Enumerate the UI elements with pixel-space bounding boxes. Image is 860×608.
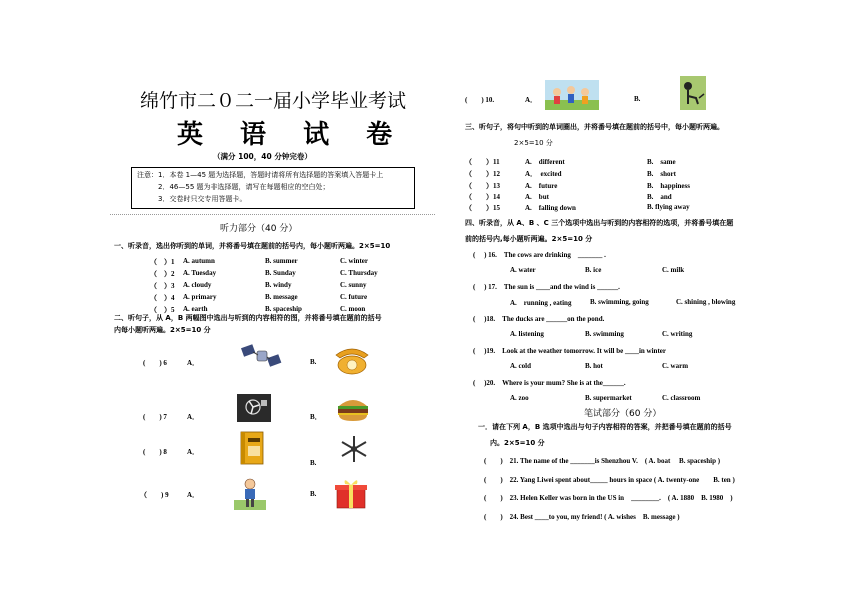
item-number: （ ）5: [150, 306, 175, 314]
question-text: ( )20. Where is your mum? She is at the______.: [473, 379, 626, 387]
listening-header: 听力部分（40 分）: [220, 224, 298, 234]
item-number: （ ）4: [150, 294, 175, 302]
option-a: A. falling down: [525, 204, 576, 212]
option-a: A. earth: [183, 305, 208, 313]
option-a: A. autumn: [183, 257, 215, 265]
option-b: B. supermarket: [585, 394, 632, 402]
option-b: B. short: [647, 170, 676, 178]
section2-heading-1: 二、听句子，从 A，B 两幅图中选出与听到的内容相符的图，并将番号填在题前的括号: [114, 314, 382, 322]
question-number: ( ) 8: [143, 448, 167, 456]
list-item: [150, 293, 175, 303]
option-a-label: A．: [525, 96, 538, 104]
section3-score: 2×5=10 分: [514, 139, 553, 147]
telephone-icon: [332, 343, 372, 375]
question-text: ( ) 17. The sun is ____and the wind is ______.: [473, 283, 620, 291]
section2-heading-2: 内每小题听两遍。2×5=10 分: [114, 326, 211, 334]
option-b: B. and: [647, 193, 672, 201]
option-c: C. shining , blowing: [676, 298, 736, 306]
question-text: ( ) 23. Helen Keller was born in the US in ________. ( A. 1880 B. 1980 ): [484, 494, 733, 502]
question-text: ( ) 16. The cows are drinking _______ .: [473, 251, 606, 259]
question-number: ( ) 10.: [465, 96, 495, 104]
notice-line-3: 3．交卷时只交专用答题卡。: [158, 195, 247, 203]
option-c: C. classroom: [662, 394, 701, 402]
list-item: （ ）11: [465, 158, 500, 166]
option-a: A. Tuesday: [183, 269, 217, 277]
option-b-label: B.: [310, 490, 317, 498]
option-c: C. milk: [662, 266, 685, 274]
question-text: ( ) 22. Yang Liwei spent about_____ hours in space ( A. twenty-one B. ten ): [484, 476, 735, 484]
book-icon: [238, 430, 266, 468]
hamburger-icon: [334, 394, 372, 424]
option-a-label: A．: [187, 413, 200, 421]
divider: [110, 214, 435, 215]
question-text: ( )18. The ducks are ______on the pond.: [473, 315, 605, 323]
question-number: （ ) 9: [140, 491, 169, 499]
exam-subtitle: 英 语 试 卷: [177, 120, 407, 150]
fan-icon: [237, 394, 271, 422]
question-text: ( ) 24. Best ____to you, my friend! ( A. wishes B. message ): [484, 513, 680, 521]
option-c: C. future: [340, 293, 368, 301]
option-b: B. message: [265, 293, 298, 301]
notice-line-1: 注意：1．本卷 1—45 题为选择题，答题时请将所有选择题的答案填入答题卡上: [137, 171, 384, 179]
option-b: B. Sunday: [265, 269, 296, 277]
option-a: A. but: [525, 193, 549, 201]
list-item: （ ）12: [465, 170, 500, 178]
option-c: C. sunny: [340, 281, 367, 289]
option-c: C. moon: [340, 305, 366, 313]
option-b: B. windy: [265, 281, 292, 289]
option-c: C. winter: [340, 257, 368, 265]
option-b: B. swimming: [585, 330, 624, 338]
option-b-label: B.: [310, 459, 317, 467]
option-a: A. primary: [183, 293, 217, 301]
list-item: （ ）15: [465, 204, 500, 212]
section3-heading: 三、听句子，将句中听到的单词圈出，并将番号填在题前的括号中，每小题听两遍。: [465, 123, 724, 131]
option-a: A． excited: [525, 170, 562, 178]
list-item: [150, 281, 175, 291]
option-a-label: A．: [187, 491, 200, 499]
snowflake-icon: [338, 434, 370, 464]
list-item: （ ）13: [465, 182, 500, 190]
option-c: C. warm: [662, 362, 689, 370]
question-text: ( )19. Look at the weather tomorrow. It will be ____in winter: [473, 347, 666, 355]
question-number: ( ) 7: [143, 413, 167, 421]
option-b-label: B.: [310, 358, 317, 366]
option-b: B. ice: [585, 266, 602, 274]
satellite-icon: [240, 342, 282, 370]
option-a-label: A．: [187, 359, 200, 367]
option-b: B. summer: [265, 257, 298, 265]
option-b-label: B．: [310, 413, 322, 421]
option-b: B. flying away: [647, 203, 690, 211]
music-icon: [680, 76, 706, 110]
score-note: （满分 100，40 分钟完卷）: [213, 152, 312, 161]
section1-heading: 一、听录音，选出你听到的单词，并将番号填在题前的括号内，每小题听两遍。2×5=10: [114, 242, 391, 250]
option-b: B. spaceship: [265, 305, 302, 313]
question-number: ( ) 6: [143, 359, 167, 367]
option-a: A. cold: [510, 362, 531, 370]
list-item: [150, 269, 175, 279]
section5-heading-1: 一．请在下列 A，B 选项中选出与句子内容相符的答案，并把番号填在题前的括号: [478, 423, 732, 431]
children-playing-icon: [545, 80, 599, 110]
option-a: A. listening: [510, 330, 544, 338]
option-c: C. writing: [662, 330, 693, 338]
notice-line-2: 2．46—55 题为非选择题，请写在每题相应的空白处；: [158, 183, 330, 191]
option-a: A. future: [525, 182, 558, 190]
option-c: C. Thursday: [340, 269, 378, 277]
section4-heading-2: 前的括号内,每小题听两遍。2×5=10 分: [465, 235, 593, 243]
section5-heading-2: 内。2×5=10 分: [490, 439, 545, 447]
written-header: 笔试部分（60 分）: [584, 409, 662, 419]
option-a: A. cloudy: [183, 281, 212, 289]
option-a: A. water: [510, 266, 536, 274]
item-number: （ ）3: [150, 282, 175, 290]
option-a: A. running , eating: [510, 299, 572, 307]
item-number: （ ）2: [150, 270, 175, 278]
item-number: （ ）1: [150, 258, 175, 266]
section4-heading-1: 四、听录音，从 A、B 、C 三个选项中选出与听到的内容相符的选项，并将番号填在题: [465, 219, 734, 227]
option-a: A. different: [525, 158, 565, 166]
list-item: （ ）14: [465, 193, 500, 201]
option-b-label: B.: [634, 95, 641, 103]
exam-title: 绵竹市二０二一届小学毕业考试: [140, 90, 407, 112]
option-b: B. happiness: [647, 182, 690, 190]
option-a-label: A．: [187, 448, 200, 456]
option-b: B. hot: [585, 362, 603, 370]
gift-icon: [333, 476, 369, 510]
list-item: [150, 257, 175, 267]
question-text: ( ) 21. The name of the _______is Shenzhou V. ( A. boat B. spaceship ): [484, 457, 721, 465]
option-b: B. swimming, going: [590, 298, 649, 306]
option-a: A. zoo: [510, 394, 529, 402]
option-b: B. same: [647, 158, 676, 166]
boy-icon: [234, 476, 266, 510]
